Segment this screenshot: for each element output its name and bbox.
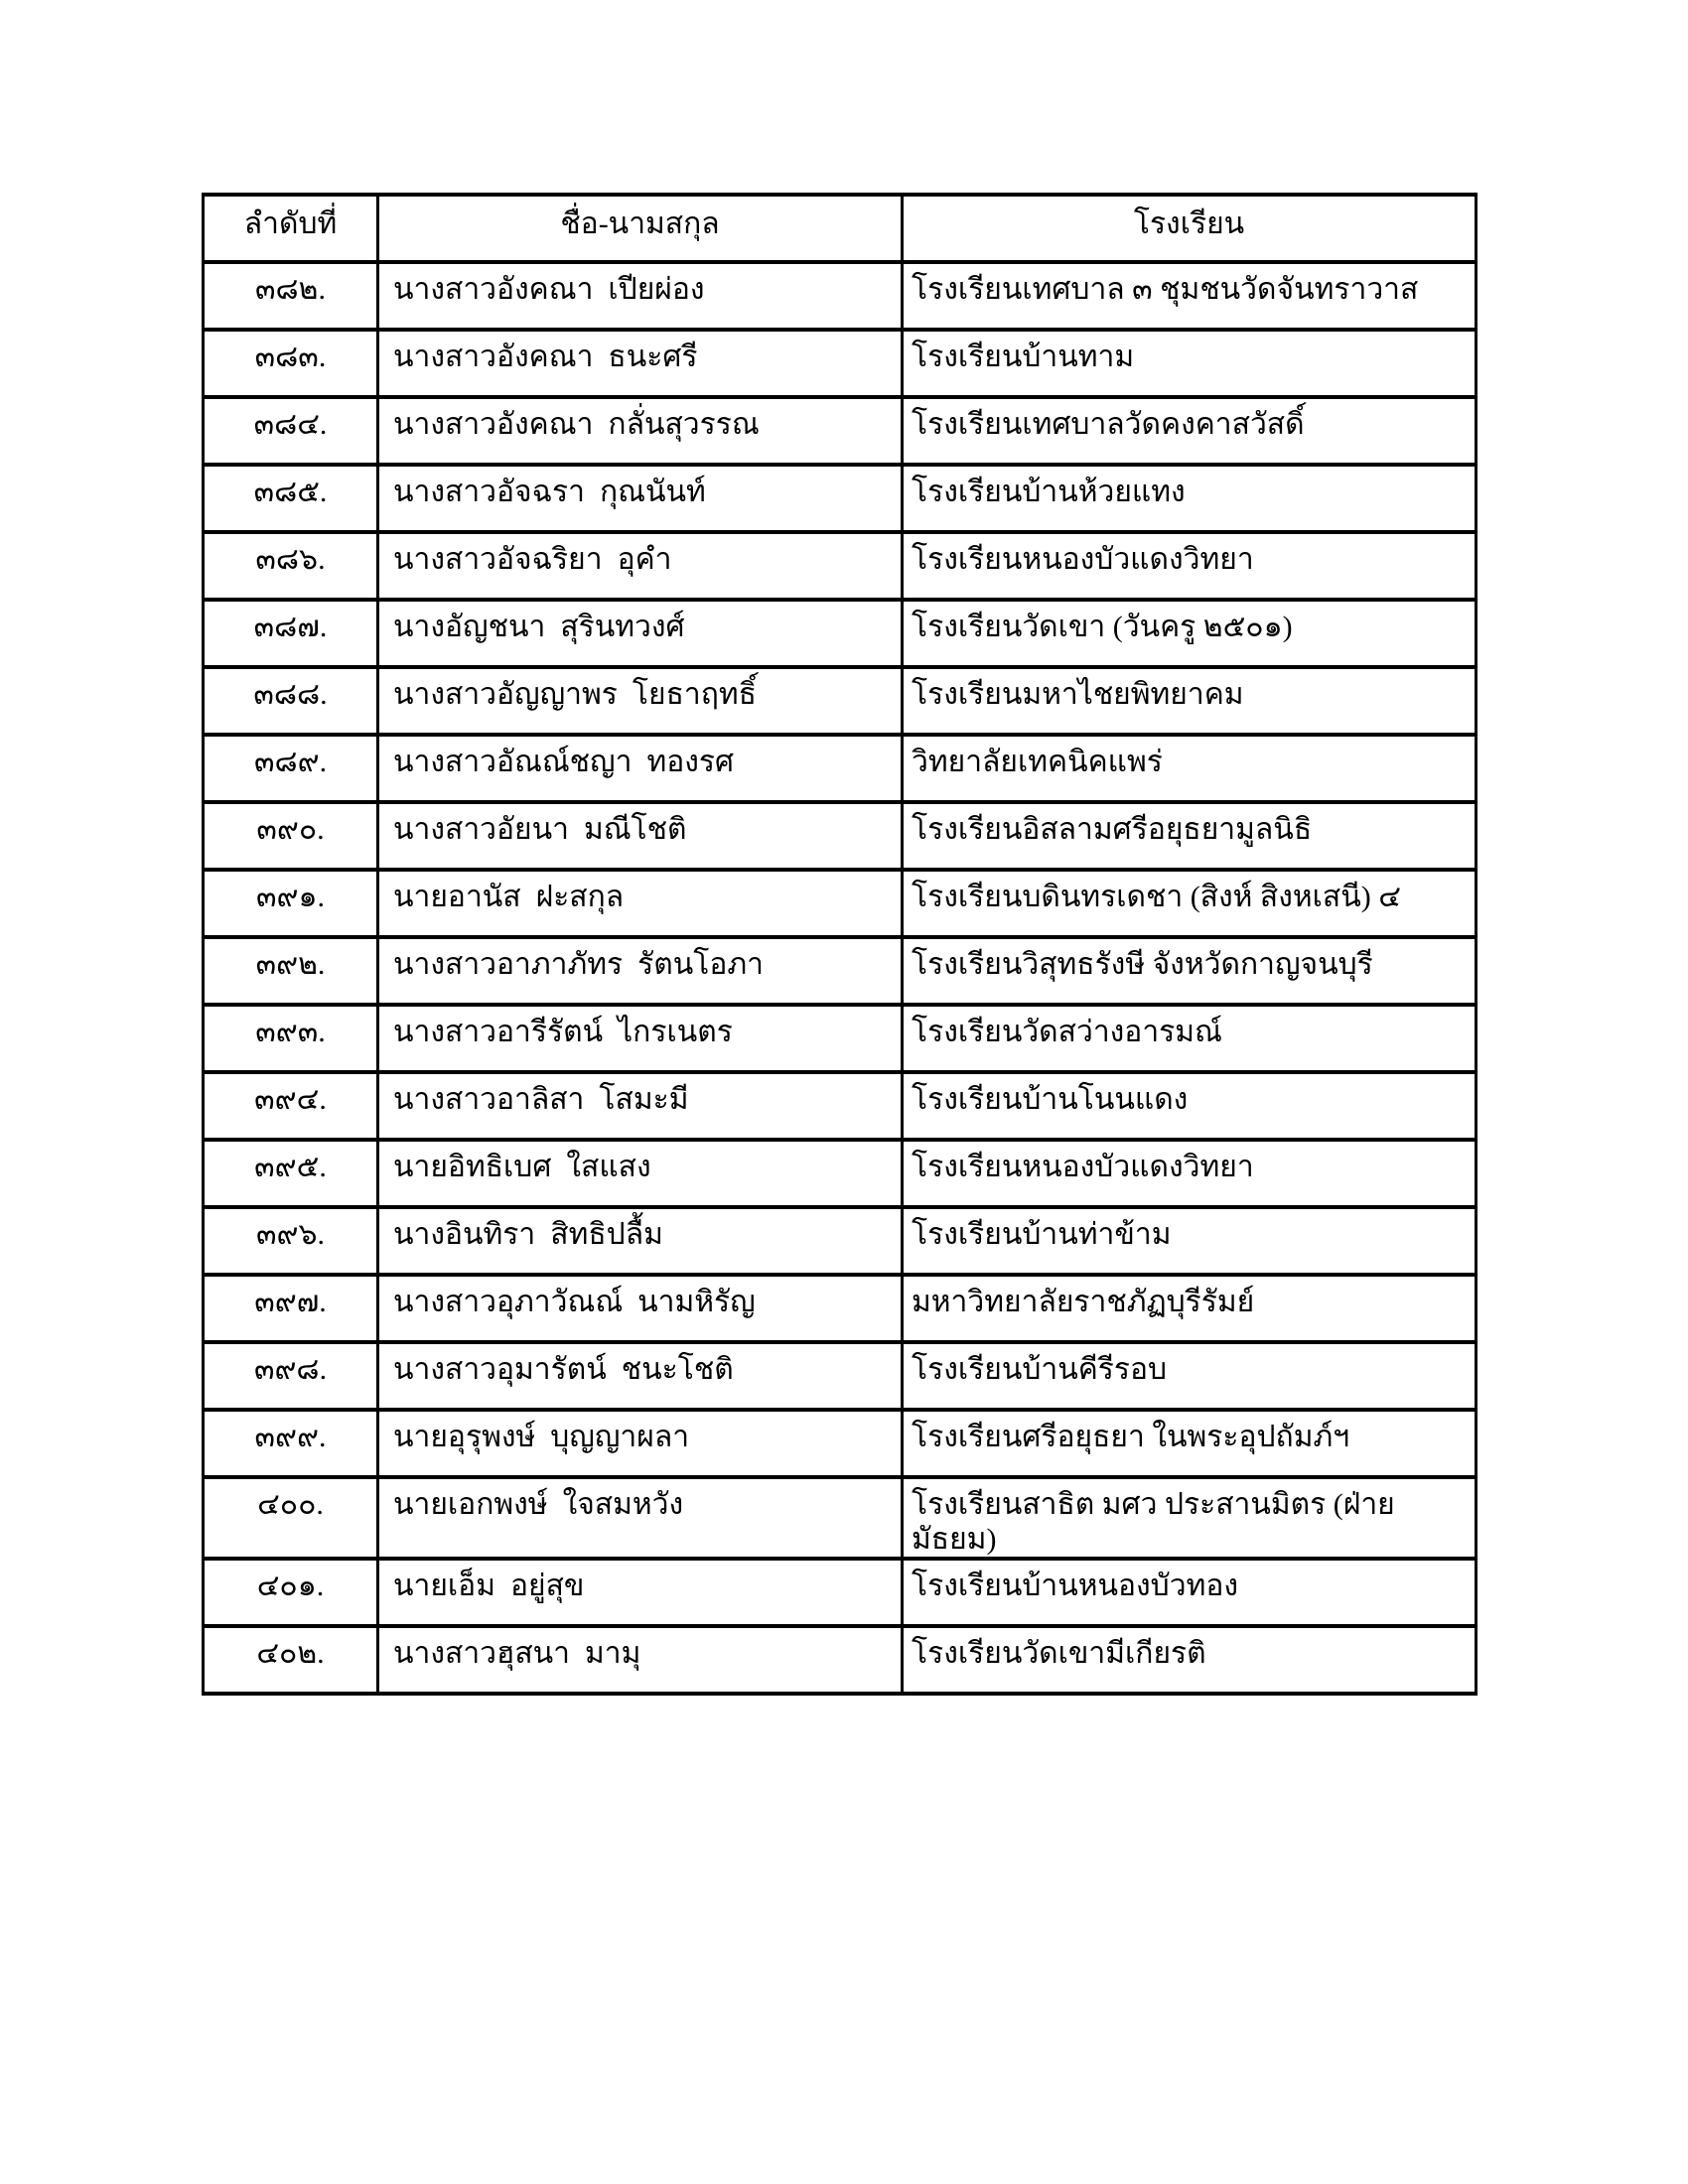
row-number-cell: ๓๘๖. (204, 532, 378, 600)
name-cell: นางสาวอัณณ์ชญา ทองรศ (378, 735, 903, 802)
table-row (204, 1410, 1477, 1477)
school-cell: วิทยาลัยเทคนิคแพร่ (903, 735, 1477, 802)
row-number-cell: ๓๙๒. (204, 937, 378, 1005)
row-number-cell: ๓๘๓. (204, 330, 378, 397)
school-cell: โรงเรียนบ้านคีรีรอบ (903, 1342, 1477, 1410)
school-cell: โรงเรียนอิสลามศรีอยุธยามูลนิธิ (903, 802, 1477, 870)
school-cell: โรงเรียนบดินทรเดชา (สิงห์ สิงหเสนี) ๔ (903, 870, 1477, 937)
table-row (204, 937, 1477, 1005)
name-cell: นายอานัส ฝะสกุล (378, 870, 903, 937)
school-cell: โรงเรียนบ้านโนนแดง (903, 1072, 1477, 1140)
row-number-cell: ๓๙๑. (204, 870, 378, 937)
row-number-cell: ๓๘๕. (204, 465, 378, 532)
table-row (204, 262, 1477, 330)
table-row (204, 1626, 1477, 1694)
school-cell: โรงเรียนหนองบัวแดงวิทยา (903, 1140, 1477, 1207)
row-number-cell: ๓๘๒. (204, 262, 378, 330)
row-number-cell: ๓๙๐. (204, 802, 378, 870)
name-cell: นางสาวอุมารัตน์ ชนะโชติ (378, 1342, 903, 1410)
name-cell: นายเอ็ม อยู่สุข (378, 1559, 903, 1626)
table-row (204, 667, 1477, 735)
name-cell: นายอุรุพงษ์ บุญญาผลา (378, 1410, 903, 1477)
teacher-school-roster-table (202, 193, 1477, 1696)
name-cell: นางสาวอุภาวัณณ์ นามหิรัญ (378, 1275, 903, 1342)
row-number-cell: ๓๘๔. (204, 397, 378, 465)
row-number-cell: ๓๙๗. (204, 1275, 378, 1342)
table-row (204, 1072, 1477, 1140)
table-row (204, 870, 1477, 937)
school-cell: โรงเรียนหนองบัวแดงวิทยา (903, 532, 1477, 600)
name-column-header: ชื่อ-นามสกุล (378, 195, 903, 262)
header-row (204, 195, 1477, 262)
school-cell: โรงเรียนบ้านหนองบัวทอง (903, 1559, 1477, 1626)
name-cell: นางอัญชนา สุรินทวงศ์ (378, 600, 903, 667)
school-cell: โรงเรียนบ้านท่าข้าม (903, 1207, 1477, 1275)
school-cell: โรงเรียนมหาไชยพิทยาคม (903, 667, 1477, 735)
name-cell: นางสาวอารีรัตน์ ไกรเนตร (378, 1005, 903, 1072)
row-number-cell: ๓๙๓. (204, 1005, 378, 1072)
name-cell: นางสาวอังคณา ธนะศรี (378, 330, 903, 397)
name-cell: นางสาวอาภาภัทร รัตนโอภา (378, 937, 903, 1005)
table-row (204, 465, 1477, 532)
school-cell: โรงเรียนเทศบาลวัดคงคาสวัสดิ์ (903, 397, 1477, 465)
school-cell: โรงเรียนวิสุทธรังษี จังหวัดกาญจนบุรี (903, 937, 1477, 1005)
row-number-cell: ๓๙๔. (204, 1072, 378, 1140)
name-cell: นางสาวฮุสนา มามุ (378, 1626, 903, 1694)
school-cell: โรงเรียนสาธิต มศว ประสานมิตร (ฝ่ายมัธยม) (903, 1477, 1477, 1559)
table-row (204, 1207, 1477, 1275)
name-cell: นางอินทิรา สิทธิปลื้ม (378, 1207, 903, 1275)
table-row (204, 397, 1477, 465)
name-cell: นางสาวอัจฉรา กุณนันท์ (378, 465, 903, 532)
table-row (204, 1342, 1477, 1410)
school-cell: โรงเรียนบ้านทาม (903, 330, 1477, 397)
school-cell: โรงเรียนวัดเขา (วันครู ๒๕๐๑) (903, 600, 1477, 667)
row-number-cell: ๓๙๖. (204, 1207, 378, 1275)
name-cell: นางสาวอังคณา เปียผ่อง (378, 262, 903, 330)
name-cell: นางสาวอัจฉริยา อุคำ (378, 532, 903, 600)
row-number-cell: ๔๐๒. (204, 1626, 378, 1694)
name-cell: นายเอกพงษ์ ใจสมหวัง (378, 1477, 903, 1559)
row-number-cell: ๓๙๘. (204, 1342, 378, 1410)
row-number-cell: ๔๐๑. (204, 1559, 378, 1626)
school-cell: มหาวิทยาลัยราชภัฏบุรีรัมย์ (903, 1275, 1477, 1342)
table-row (204, 600, 1477, 667)
table-row (204, 1005, 1477, 1072)
table-row (204, 1140, 1477, 1207)
name-cell: นางสาวอังคณา กลั่นสุวรรณ (378, 397, 903, 465)
row-number-cell: ๓๘๘. (204, 667, 378, 735)
name-cell: นายอิทธิเบศ ใสแสง (378, 1140, 903, 1207)
table-row (204, 735, 1477, 802)
row-number-cell: ๓๙๕. (204, 1140, 378, 1207)
school-cell: โรงเรียนวัดเขามีเกียรติ (903, 1626, 1477, 1694)
table-row (204, 1275, 1477, 1342)
table-row (204, 532, 1477, 600)
row-number-cell: ๔๐๐. (204, 1477, 378, 1559)
table-row (204, 330, 1477, 397)
table-row (204, 802, 1477, 870)
school-cell: โรงเรียนวัดสว่างอารมณ์ (903, 1005, 1477, 1072)
school-cell: โรงเรียนเทศบาล ๓ ชุมชนวัดจันทราวาส (903, 262, 1477, 330)
order-column-header: ลำดับที่ (204, 195, 378, 262)
row-number-cell: ๓๙๙. (204, 1410, 378, 1477)
name-cell: นางสาวอัญญาพร โยธาฤทธิ์ (378, 667, 903, 735)
school-cell: โรงเรียนศรีอยุธยา ในพระอุปถัมภ์ฯ (903, 1410, 1477, 1477)
name-cell: นางสาวอัยนา มณีโชติ (378, 802, 903, 870)
row-number-cell: ๓๘๙. (204, 735, 378, 802)
table-row (204, 1559, 1477, 1626)
school-cell: โรงเรียนบ้านห้วยแทง (903, 465, 1477, 532)
table-row (204, 1477, 1477, 1559)
name-cell: นางสาวอาลิสา โสมะมี (378, 1072, 903, 1140)
row-number-cell: ๓๘๗. (204, 600, 378, 667)
school-column-header: โรงเรียน (903, 195, 1477, 262)
